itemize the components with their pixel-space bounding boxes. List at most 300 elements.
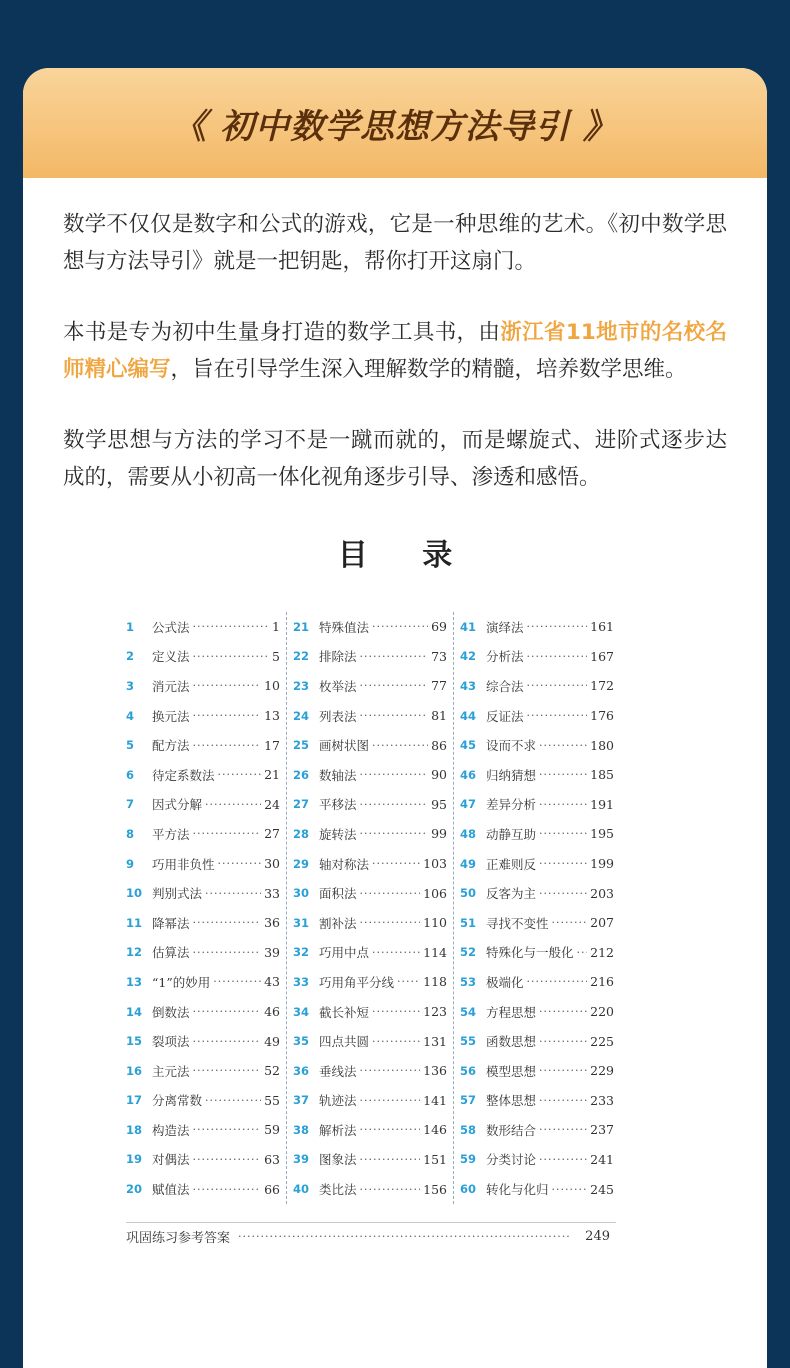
toc-leader-dots — [193, 1064, 262, 1077]
toc-entry-number: 27 — [293, 797, 310, 812]
toc-entry-name: 设而不求 — [486, 738, 537, 754]
toc-leader-dots — [527, 650, 588, 663]
toc-answers-row — [126, 1222, 616, 1246]
toc-entry-name: 分析法 — [486, 649, 524, 665]
toc-entry-page: 225 — [590, 1033, 614, 1049]
toc-entry-number: 22 — [293, 649, 310, 664]
toc-entry-number: 11 — [126, 915, 143, 930]
toc-leader-dots — [539, 827, 587, 840]
toc-entry — [120, 760, 286, 790]
toc-leader-dots — [539, 1094, 587, 1107]
toc-column — [453, 612, 620, 1204]
toc-entry — [120, 1145, 286, 1175]
toc-entry — [287, 760, 453, 790]
toc-leader-dots — [372, 1005, 420, 1018]
toc-entry-name: 反客为主 — [486, 886, 537, 902]
toc-entry-name: 归纳猜想 — [486, 767, 537, 783]
toc-entry-name: 画树状图 — [319, 738, 370, 754]
toc-entry-name: 估算法 — [152, 945, 190, 961]
toc-entry-name: 模型思想 — [486, 1063, 537, 1079]
toc-entry-name: 演绎法 — [486, 619, 524, 635]
toc-entry — [120, 967, 286, 997]
toc-entry-page: 180 — [590, 737, 614, 753]
toc-entry — [120, 938, 286, 968]
toc-entry-name: 轴对称法 — [319, 856, 370, 872]
toc-leader-dots — [577, 946, 588, 959]
toc-leader-dots — [360, 679, 429, 692]
toc-entry-number: 9 — [126, 856, 135, 871]
toc-entry-name: 极端化 — [486, 974, 524, 990]
toc-entry-name: 主元法 — [152, 1063, 190, 1079]
toc-entry — [120, 701, 286, 731]
toc-entry-number: 43 — [460, 678, 477, 693]
toc-column — [286, 612, 453, 1204]
intro-p2-text: 本书是专为初中生量身打造的数学工具书，由 — [63, 320, 501, 345]
toc-entry-page: 33 — [264, 885, 280, 901]
toc-entry-page: 212 — [590, 944, 614, 960]
toc-entry-number: 29 — [293, 856, 310, 871]
toc-entry-number: 58 — [460, 1122, 477, 1137]
toc-entry-name: 定义法 — [152, 649, 190, 665]
toc-leader-dots — [539, 857, 587, 870]
toc-entry-page: 151 — [423, 1151, 447, 1167]
toc-entry — [454, 1145, 620, 1175]
toc-entry-number: 23 — [293, 678, 310, 693]
toc-entry-page: 141 — [423, 1092, 447, 1108]
toc-leader-dots — [193, 946, 262, 959]
toc-entry-name: 列表法 — [319, 708, 357, 724]
toc-entry-name: 配方法 — [152, 738, 190, 754]
toc-leader-dots — [360, 1123, 421, 1136]
toc-leader-dots — [360, 916, 421, 929]
toc-entry-number: 21 — [293, 619, 310, 634]
intro-section — [23, 178, 767, 496]
intro-paragraph-1: 数学不仅仅是数字和公式的游戏，它是一种思维的艺术。《初中数学思想与方法导引》就是一把钥匙，帮你打开这扇门。 — [63, 212, 727, 274]
toc-leader-dots — [193, 739, 262, 752]
toc-entry-number: 49 — [460, 856, 477, 871]
toc-leader-dots — [539, 739, 587, 752]
toc-entry-number: 42 — [460, 649, 477, 664]
toc-entry — [120, 642, 286, 672]
toc-entry-name: 因式分解 — [152, 797, 203, 813]
toc-entry-name: 垂线法 — [319, 1063, 357, 1079]
toc-leader-dots — [527, 975, 588, 988]
toc-entry-page: 176 — [590, 708, 614, 724]
toc-leader-dots — [539, 1005, 587, 1018]
toc-entry — [120, 730, 286, 760]
toc-entry-number: 1 — [126, 619, 135, 634]
toc-leader-dots — [193, 620, 270, 633]
toc-entry-page: 114 — [423, 944, 447, 960]
toc-entry — [120, 849, 286, 879]
table-of-contents — [120, 612, 620, 1204]
toc-entry-number: 13 — [126, 974, 143, 989]
toc-entry — [287, 1086, 453, 1116]
toc-entry-page: 233 — [590, 1092, 614, 1108]
toc-entry-name: 转化与化归 — [486, 1182, 549, 1198]
toc-leader-dots — [193, 827, 262, 840]
toc-entry — [287, 819, 453, 849]
toc-entry — [120, 612, 286, 642]
toc-entry-name: 截长补短 — [319, 1004, 370, 1020]
toc-entry-page: 39 — [264, 944, 280, 960]
intro-paragraph-2 — [63, 314, 727, 388]
toc-leader-dots — [372, 946, 420, 959]
toc-entry-name: 数形结合 — [486, 1122, 537, 1138]
toc-entry-number: 31 — [293, 915, 310, 930]
toc-entry — [287, 967, 453, 997]
toc-entry — [454, 878, 620, 908]
toc-entry-number: 24 — [293, 708, 310, 723]
toc-leader-dots — [360, 1183, 421, 1196]
toc-entry-name: 构造法 — [152, 1122, 190, 1138]
toc-leader-dots — [360, 798, 429, 811]
toc-entry-number: 51 — [460, 915, 477, 930]
toc-entry — [287, 997, 453, 1027]
toc-entry-name: 类比法 — [319, 1182, 357, 1198]
toc-entry-page: 95 — [431, 796, 447, 812]
toc-leader-dots — [193, 916, 262, 929]
toc-entry-page: 52 — [264, 1063, 280, 1079]
toc-entry-name: 函数思想 — [486, 1034, 537, 1050]
toc-entry — [287, 908, 453, 938]
toc-leader-dots — [193, 650, 270, 663]
intro-p2-highlight: 浙江省11地市的名校名师精心编写 — [63, 320, 727, 382]
toc-entry — [287, 671, 453, 701]
toc-entry — [454, 938, 620, 968]
toc-entry — [454, 701, 620, 731]
toc-entry-page: 245 — [590, 1181, 614, 1197]
toc-entry-name: 数轴法 — [319, 767, 357, 783]
toc-leader-dots — [193, 1183, 262, 1196]
toc-entry-number: 37 — [293, 1093, 310, 1108]
toc-entry-number: 35 — [293, 1034, 310, 1049]
toc-entry-number: 28 — [293, 826, 310, 841]
toc-entry-name: 整体思想 — [486, 1093, 537, 1109]
toc-entry-number: 36 — [293, 1063, 310, 1078]
toc-entry-page: 81 — [431, 708, 447, 724]
toc-entry — [454, 1174, 620, 1204]
toc-entry-number: 54 — [460, 1004, 477, 1019]
toc-entry-number: 57 — [460, 1093, 477, 1108]
toc-leader-dots — [527, 679, 588, 692]
toc-leader-dots — [193, 679, 262, 692]
toc-entry-page: 5 — [272, 648, 280, 664]
toc-entry — [287, 1056, 453, 1086]
toc-leader-dots — [372, 1035, 420, 1048]
toc-leader-dots — [218, 768, 262, 781]
toc-entry-number: 44 — [460, 708, 477, 723]
toc-entry — [287, 642, 453, 672]
toc-leader-dots — [372, 620, 428, 633]
toc-entry-number: 18 — [126, 1122, 143, 1137]
toc-entry-page: 136 — [423, 1063, 447, 1079]
toc-leader-dots — [372, 739, 428, 752]
toc-entry-number: 48 — [460, 826, 477, 841]
toc-entry-number: 12 — [126, 945, 143, 960]
toc-entry-page: 185 — [590, 767, 614, 783]
toc-entry-number: 47 — [460, 797, 477, 812]
toc-entry-name: 正难则反 — [486, 856, 537, 872]
toc-entry-name: 动静互助 — [486, 826, 537, 842]
toc-entry-number: 4 — [126, 708, 135, 723]
toc-entry-page: 229 — [590, 1063, 614, 1079]
toc-entry-name: 降幂法 — [152, 915, 190, 931]
toc-entry-page: 66 — [264, 1181, 280, 1197]
toc-leader-dots — [360, 709, 429, 722]
intro-paragraph-3: 数学思想与方法的学习不是一蹴而就的，而是螺旋式、进阶式逐步达成的，需要从小初高一体化视角逐步引导、渗透和感悟。 — [63, 428, 727, 490]
toc-entry-name: 四点共圆 — [319, 1034, 370, 1050]
toc-entry — [120, 790, 286, 820]
toc-entry — [454, 671, 620, 701]
toc-entry-name: 轨迹法 — [319, 1093, 357, 1109]
toc-entry-name: 平移法 — [319, 797, 357, 813]
toc-entry-number: 8 — [126, 826, 135, 841]
toc-entry-page: 69 — [431, 619, 447, 635]
toc-entry-page: 199 — [590, 856, 614, 872]
toc-entry-page: 167 — [590, 648, 614, 664]
toc-entry-number: 6 — [126, 767, 135, 782]
toc-leader-dots — [360, 1064, 421, 1077]
toc-entry-name: 分离常数 — [152, 1093, 203, 1109]
toc-entry-number: 3 — [126, 678, 135, 693]
toc-leader-dots — [372, 857, 420, 870]
toc-entry-number: 32 — [293, 945, 310, 960]
toc-leader-dots — [397, 975, 420, 988]
toc-entry — [120, 878, 286, 908]
toc-entry — [287, 938, 453, 968]
toc-entry-page: 17 — [264, 737, 280, 753]
card-header — [23, 68, 767, 178]
toc-entry-page: 10 — [264, 678, 280, 694]
toc-entry-page: 161 — [590, 619, 614, 635]
toc-entry-name: 裂项法 — [152, 1034, 190, 1050]
toc-entry-number: 34 — [293, 1004, 310, 1019]
toc-entry-number: 5 — [126, 738, 135, 753]
toc-entry-name: 判别式法 — [152, 886, 203, 902]
toc-entry-number: 38 — [293, 1122, 310, 1137]
toc-entry — [287, 1174, 453, 1204]
toc-entry — [287, 790, 453, 820]
toc-entry-name: 平方法 — [152, 826, 190, 842]
toc-leader-dots — [193, 709, 262, 722]
toc-entry-name: 待定系数法 — [152, 767, 215, 783]
toc-entry — [120, 1115, 286, 1145]
toc-entry — [287, 1115, 453, 1145]
toc-entry — [454, 1056, 620, 1086]
toc-entry-page: 146 — [423, 1122, 447, 1138]
toc-entry-page: 156 — [423, 1181, 447, 1197]
toc-entry-number: 2 — [126, 649, 135, 664]
toc-entry-number: 19 — [126, 1152, 143, 1167]
toc-entry — [454, 612, 620, 642]
toc-entry-page: 172 — [590, 678, 614, 694]
toc-entry-page: 46 — [264, 1004, 280, 1020]
toc-entry-page: 86 — [431, 737, 447, 753]
toc-entry — [454, 642, 620, 672]
toc-entry-number: 7 — [126, 797, 135, 812]
toc-leader-dots — [527, 620, 588, 633]
toc-entry — [287, 701, 453, 731]
toc-leader-dots — [539, 887, 587, 900]
toc-leader-dots — [360, 768, 429, 781]
toc-entry — [120, 1086, 286, 1116]
toc-entry-number: 50 — [460, 886, 477, 901]
toc-entry-number: 30 — [293, 886, 310, 901]
toc-leader-dots — [539, 1064, 587, 1077]
toc-entry-number: 39 — [293, 1152, 310, 1167]
toc-entry-number: 60 — [460, 1182, 477, 1197]
toc-leader-dots — [360, 827, 429, 840]
toc-entry — [120, 997, 286, 1027]
toc-entry-number: 33 — [293, 974, 310, 989]
toc-entry-name: 面积法 — [319, 886, 357, 902]
toc-entry-name: 综合法 — [486, 678, 524, 694]
toc-entry-page: 21 — [264, 767, 280, 783]
toc-leader-dots — [193, 1035, 262, 1048]
toc-entry-page: 220 — [590, 1004, 614, 1020]
toc-entry-page: 216 — [590, 974, 614, 990]
toc-entry-number: 55 — [460, 1034, 477, 1049]
book-title: 《 初中数学思想方法导引 》 — [172, 106, 618, 147]
toc-entry-page: 49 — [264, 1033, 280, 1049]
toc-entry-name: “1”的妙用 — [152, 974, 211, 990]
toc-entry-page: 207 — [590, 915, 614, 931]
toc-entry-page: 73 — [431, 648, 447, 664]
toc-entry — [120, 1056, 286, 1086]
toc-leader-dots — [238, 1230, 577, 1243]
toc-entry-page: 90 — [431, 767, 447, 783]
toc-entry-number: 40 — [293, 1182, 310, 1197]
toc-entry-page: 13 — [264, 708, 280, 724]
toc-entry-name: 寻找不变性 — [486, 915, 549, 931]
toc-entry — [454, 790, 620, 820]
toc-entry-name: 倒数法 — [152, 1004, 190, 1020]
toc-entry-name: 巧用中点 — [319, 945, 370, 961]
toc-entry — [454, 967, 620, 997]
toc-entry — [454, 1086, 620, 1116]
toc-entry — [454, 908, 620, 938]
toc-entry — [120, 1026, 286, 1056]
toc-leader-dots — [193, 1123, 262, 1136]
toc-entry-number: 53 — [460, 974, 477, 989]
toc-entry-page: 110 — [423, 915, 447, 931]
toc-entry-name: 消元法 — [152, 678, 190, 694]
toc-entry — [287, 849, 453, 879]
toc-entry-page: 30 — [264, 856, 280, 872]
toc-leader-dots — [527, 709, 588, 722]
toc-leader-dots — [360, 1094, 421, 1107]
toc-answers-name: 巩固练习参考答案 — [126, 1231, 231, 1246]
toc-entry-number: 16 — [126, 1063, 143, 1078]
toc-entry — [454, 849, 620, 879]
toc-entry-number: 26 — [293, 767, 310, 782]
toc-entry-name: 巧用非负性 — [152, 856, 215, 872]
toc-entry — [454, 819, 620, 849]
toc-leader-dots — [193, 1153, 262, 1166]
toc-entry-name: 特殊化与一般化 — [486, 945, 574, 961]
toc-entry-number: 46 — [460, 767, 477, 782]
toc-entry-name: 反证法 — [486, 708, 524, 724]
toc-entry — [287, 612, 453, 642]
toc-leader-dots — [539, 1035, 587, 1048]
toc-entry-page: 99 — [431, 826, 447, 842]
toc-entry-name: 换元法 — [152, 708, 190, 724]
toc-leader-dots — [360, 887, 421, 900]
toc-leader-dots — [205, 887, 261, 900]
toc-answers-page: 249 — [585, 1229, 610, 1244]
toc-entry — [454, 997, 620, 1027]
toc-entry-page: 118 — [423, 974, 447, 990]
toc-entry-number: 41 — [460, 619, 477, 634]
toc-entry-name: 旋转法 — [319, 826, 357, 842]
toc-entry-name: 枚举法 — [319, 678, 357, 694]
toc-leader-dots — [218, 857, 262, 870]
toc-leader-dots — [360, 1153, 421, 1166]
toc-entry — [120, 1174, 286, 1204]
toc-entry-page: 103 — [423, 856, 447, 872]
toc-entry — [454, 1115, 620, 1145]
toc-entry-name: 对偶法 — [152, 1152, 190, 1168]
toc-entry-number: 45 — [460, 738, 477, 753]
toc-entry-page: 131 — [423, 1033, 447, 1049]
toc-entry-number: 59 — [460, 1152, 477, 1167]
toc-entry-name: 分类讨论 — [486, 1152, 537, 1168]
toc-column — [120, 612, 286, 1204]
toc-heading: 目 录 — [337, 538, 475, 573]
toc-entry-page: 191 — [590, 796, 614, 812]
toc-entry-name: 方程思想 — [486, 1004, 537, 1020]
toc-entry — [454, 730, 620, 760]
toc-entry-name: 赋值法 — [152, 1182, 190, 1198]
toc-entry-page: 237 — [590, 1122, 614, 1138]
toc-entry-number: 25 — [293, 738, 310, 753]
toc-entry-page: 36 — [264, 915, 280, 931]
toc-entry-page: 241 — [590, 1151, 614, 1167]
toc-leader-dots — [360, 650, 429, 663]
toc-entry-page: 63 — [264, 1151, 280, 1167]
toc-leader-dots — [205, 1094, 261, 1107]
toc-entry — [287, 1145, 453, 1175]
toc-entry-page: 59 — [264, 1122, 280, 1138]
toc-leader-dots — [552, 1183, 588, 1196]
toc-leader-dots — [193, 1005, 262, 1018]
toc-entry-number: 15 — [126, 1034, 143, 1049]
toc-entry-number: 17 — [126, 1093, 143, 1108]
toc-entry-number: 10 — [126, 886, 143, 901]
toc-entry — [120, 819, 286, 849]
toc-entry-name: 割补法 — [319, 915, 357, 931]
toc-entry-number: 52 — [460, 945, 477, 960]
toc-entry-name: 图象法 — [319, 1152, 357, 1168]
toc-entry-number: 20 — [126, 1182, 143, 1197]
toc-entry-page: 203 — [590, 885, 614, 901]
toc-entry-page: 27 — [264, 826, 280, 842]
toc-entry — [454, 1026, 620, 1056]
toc-entry-page: 106 — [423, 885, 447, 901]
toc-entry-name: 公式法 — [152, 619, 190, 635]
toc-entry — [287, 1026, 453, 1056]
toc-entry-page: 123 — [423, 1004, 447, 1020]
toc-entry-name: 排除法 — [319, 649, 357, 665]
toc-leader-dots — [552, 916, 588, 929]
toc-entry-page: 55 — [264, 1092, 280, 1108]
toc-leader-dots — [539, 1123, 587, 1136]
toc-leader-dots — [205, 798, 261, 811]
toc-entry-number: 14 — [126, 1004, 143, 1019]
toc-entry — [287, 878, 453, 908]
toc-entry-number: 56 — [460, 1063, 477, 1078]
